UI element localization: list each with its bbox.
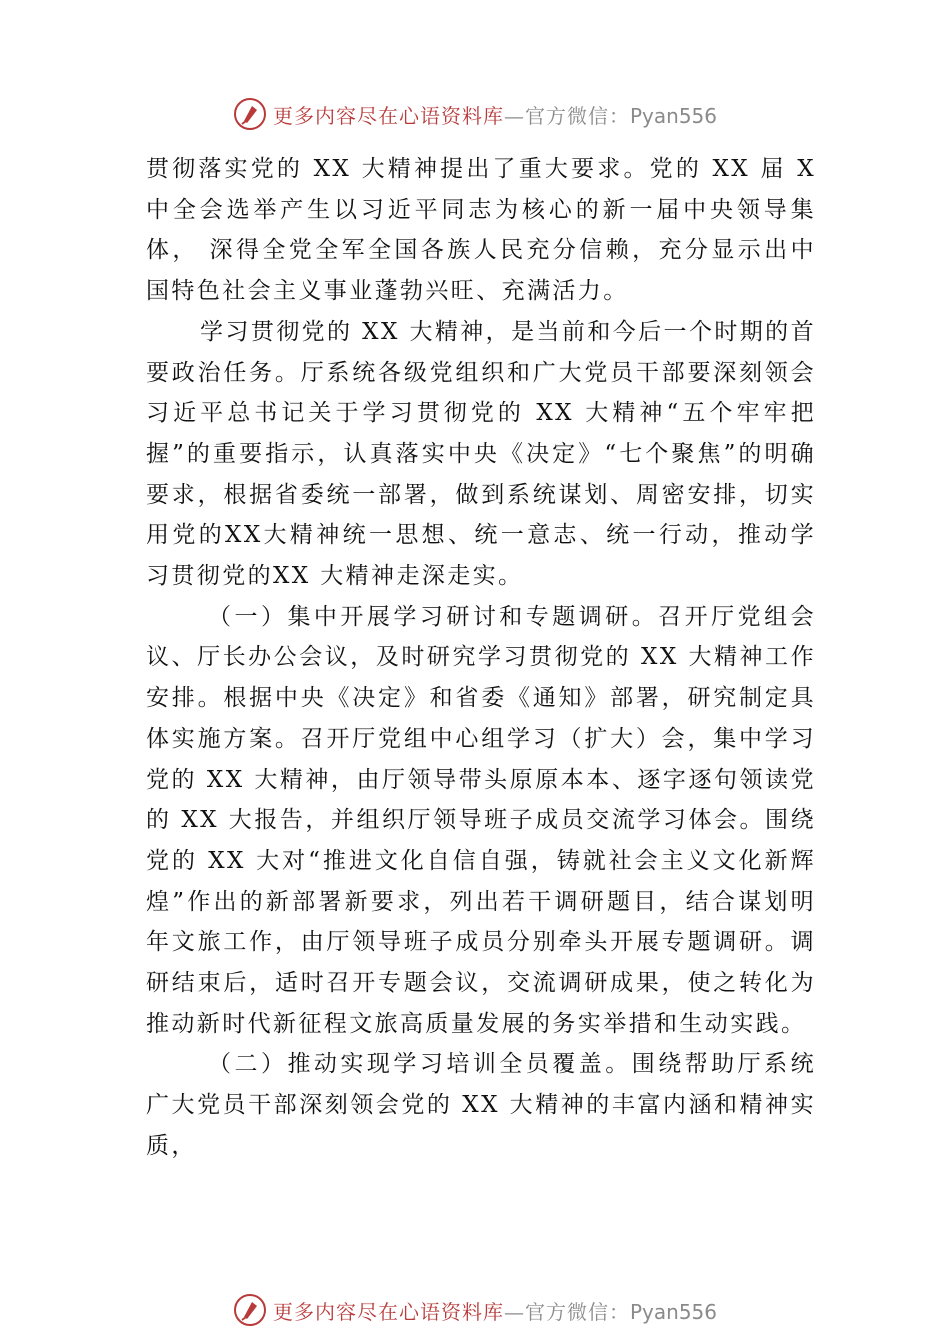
pen-nib-logo-icon [233,97,267,131]
footer-text [273,1296,717,1325]
footer-official-label: 官方微信： [524,1299,630,1324]
paragraph-1: 贯彻落实党的 XX 大精神提出了重大要求。党的 XX 届 X 中全会选举产生以习近平同志为核心的新一届中央领导集体， 深得全党全军全国各族人民充分信赖，充分显示出中国特色社会主义事业蓬勃兴旺、充满活力。 [146,156,816,305]
footer-wechat-id: Pyan556 [629,1299,717,1324]
footer-slogan: 更多内容尽在心语资料库 [272,1299,504,1324]
header-slogan: 更多内容尽在心语资料库 [272,103,504,128]
pen-nib-logo-icon [233,1293,267,1327]
document-body [146,149,816,1167]
footer-banner [0,1290,950,1330]
header-official-label: 官方微信： [524,103,630,128]
header-banner [0,94,950,134]
header-wechat-id: Pyan556 [629,103,717,128]
footer-dash: — [503,1299,525,1324]
header-dash: — [503,103,525,128]
header-text [273,100,717,129]
paragraph-2: 学习贯彻党的 XX 大精神，是当前和今后一个时期的首要政治任务。厅系统各级党组织和广大党员干部要深刻领会习近平总书记关于学习贯彻党的 XX 大精神“五个牢牢把握”的重要指示，认真落实中央《决定》“七个聚焦”的明确要求，根据省委统一部署，做到系统谋划、周密安排，切实用党的XX大精神统一思想、统一意志、统一行动，推动学习贯彻党的XX 大精神走深走实。 [146,318,816,590]
paragraph-4: （二）推动实现学习培训全员覆盖。围绕帮助厅系统广大党员干部深刻领会党的 XX 大精神的丰富内涵和精神实质， [146,1051,816,1159]
paragraph-3: （一）集中开展学习研讨和专题调研。召开厅党组会议、厅长办公会议，及时研究学习贯彻党的 XX 大精神工作安排。根据中央《决定》和省委《通知》部署，研究制定具体实施方案。召开厅党组中心组学习（扩大）会，集中学习党的 XX 大精神，由厅领导带头原原本本、逐字逐句领读党的 XX 大报告，并组织厅领导班子成员交流学习体会。围绕党的 XX 大对“推进文化自信自强，铸就社会主义文化新辉煌”作出的新部署新要求，列出若干调研题目，结合谋划明年文旅工作，由厅领导班子成员分别牵头开展专题调研。调研结束后，适时召开专题会议，交流调研成果，使之转化为推动新时代新征程文旅高质量发展的务实举措和生动实践。 [146,603,816,1037]
